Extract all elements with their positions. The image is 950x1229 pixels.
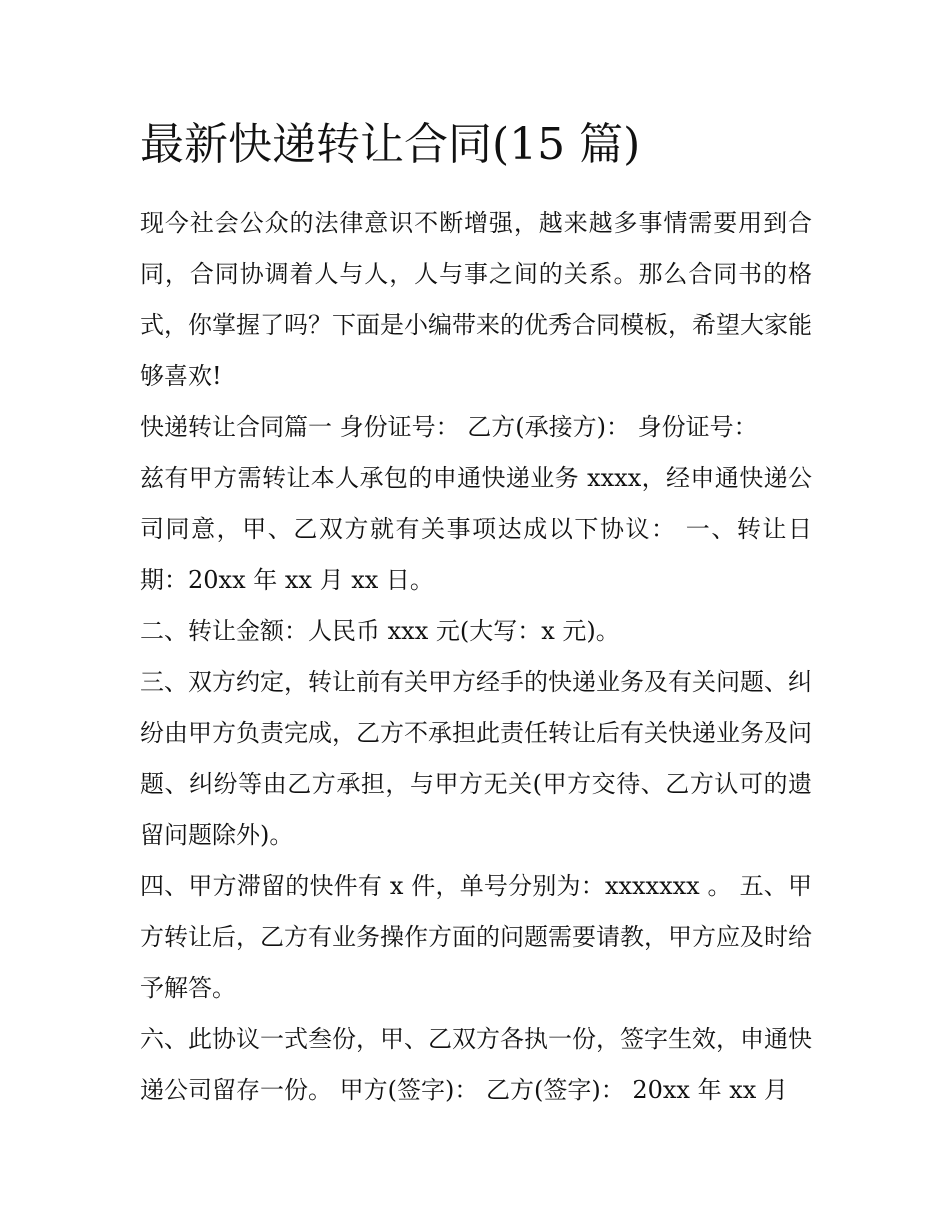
document-title: 最新快递转让合同(15 篇) — [140, 119, 641, 170]
paragraph-agreement-terms: 三、双方约定，转让前有关甲方经手的快递业务及有关问题、纠纷由甲方负责完成，乙方不承担此责任转让后有关快递业务及问题、纠纷等由乙方承担，与甲方无关(甲方交待、乙方认可的遗留问题除外)。 — [140, 668, 812, 849]
paragraph-transfer-amount: 二、转让金额：人民币 xxx 元(大写：x 元)。 — [140, 617, 620, 645]
paragraph-contract-header: 快递转让合同篇一 身份证号： 乙方(承接方)： 身份证号： — [140, 413, 758, 441]
paragraph-intro: 现今社会公众的法律意识不断增强，越来越多事情需要用到合同，合同协调着人与人，人与事之间的关系。那么合同书的格式，你掌握了吗？下面是小编带来的优秀合同模板，希望大家能够喜欢! — [140, 209, 812, 390]
paragraph-transfer-date: 兹有甲方需转让本人承包的申通快递业务 xxxx，经申通快递公司同意，甲、乙双方就有关事项达成以下协议： 一、转让日期：20xx 年 xx 月 xx 日。 — [140, 464, 812, 594]
paragraph-pending-items: 四、甲方滞留的快件有 x 件，单号分别为：xxxxxxx 。 五、甲方转让后，乙方有业务操作方面的问题需要请教，甲方应及时给予解答。 — [140, 872, 812, 1002]
document-body — [140, 198, 812, 1116]
paragraph-signatures: 六、此协议一式叁份，甲、乙双方各执一份，签字生效，申通快递公司留存一份。 甲方(签字)： 乙方(签字)： 20xx 年 xx 月 — [140, 1025, 812, 1104]
